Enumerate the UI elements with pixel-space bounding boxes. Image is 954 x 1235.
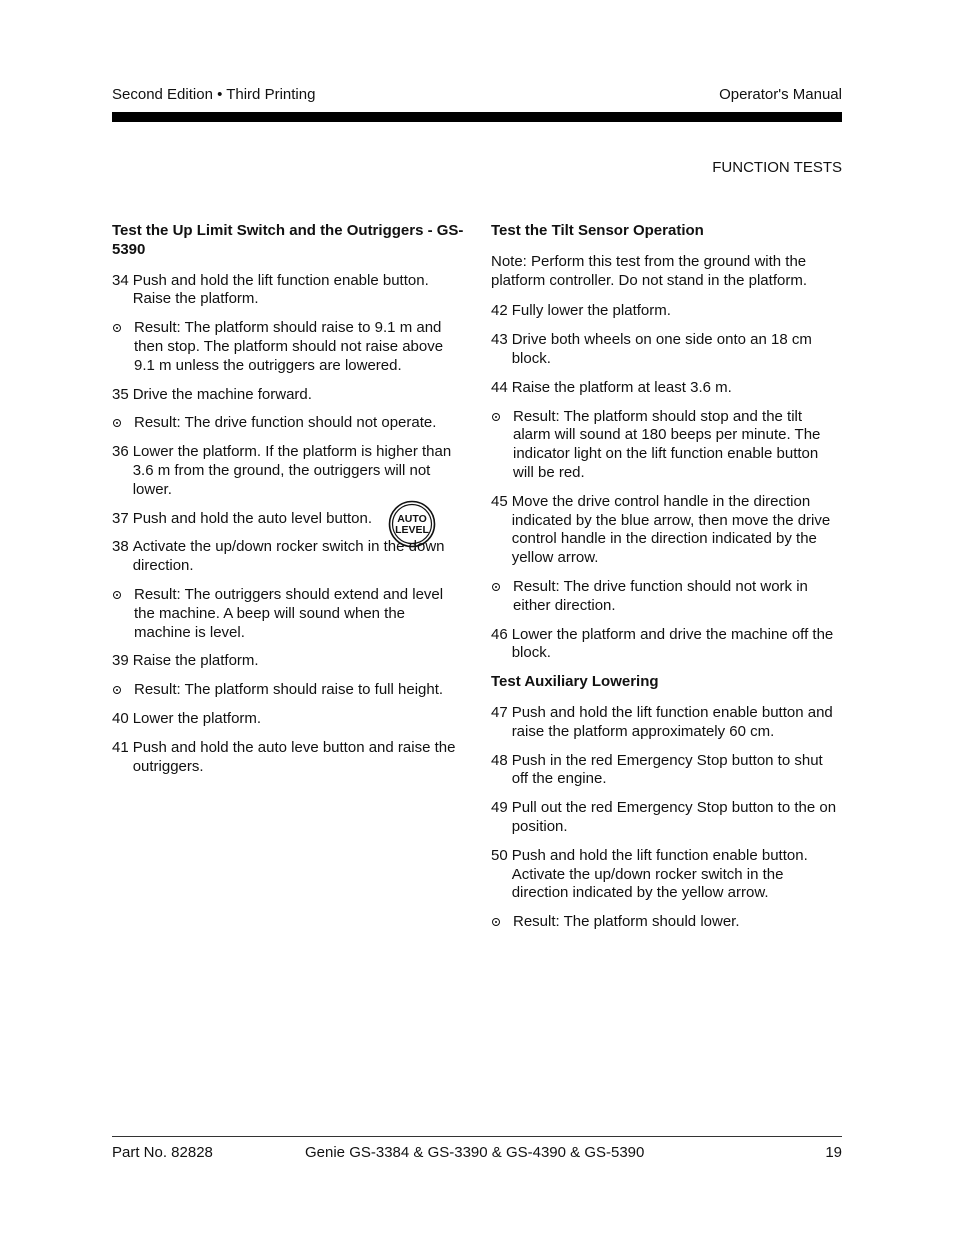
step-number: 39	[112, 652, 129, 670]
step-number: 37	[112, 509, 129, 527]
step-text: Drive the machine forward.	[132, 385, 312, 403]
step-45	[491, 493, 843, 568]
step-text: Raise the platform.	[132, 652, 259, 670]
result-item	[112, 586, 464, 642]
result-bullet-icon	[112, 586, 134, 642]
step-text: Push and hold the lift function enable button. Activate the up/down rocker switch in the direction indicated by the yellow arrow.	[511, 846, 808, 902]
step-number: 45	[491, 492, 508, 510]
step-49	[491, 799, 843, 837]
edition-text: Second Edition • Third Printing	[112, 86, 316, 103]
step-36	[112, 443, 464, 499]
step-text: Lower the platform and drive the machine off the block.	[511, 625, 834, 662]
step-44	[491, 379, 843, 398]
result-text: Result: The platform should lower.	[513, 913, 740, 931]
result-item	[112, 414, 464, 433]
result-text: Result: The outriggers should extend and level the machine. A beep will sound when the machine is level.	[134, 585, 444, 641]
result-bullet-icon	[112, 319, 134, 375]
step-number: 48	[491, 751, 508, 769]
step-40	[112, 710, 464, 729]
step-43	[491, 331, 843, 369]
auto-level-button-icon	[388, 500, 436, 548]
step-text: Drive both wheels on one side onto an 18 cm block.	[511, 331, 812, 367]
step-text: Push in the red Emergency Stop button to shut off the engine.	[511, 751, 823, 788]
result-item	[112, 319, 464, 375]
right-column	[491, 222, 843, 942]
step-42	[491, 302, 843, 321]
result-text: Result: The platform should raise to 9.1 m and then stop. The platform should not raise above 9.1 m unless the outriggers are lowered.	[134, 319, 444, 374]
part-number: Part No. 82828	[112, 1144, 213, 1161]
section-heading: Test Auxiliary Lowering	[491, 673, 659, 691]
result-text: Result: The drive function should not operate.	[134, 414, 437, 432]
step-number: 44	[491, 378, 508, 396]
step-37	[112, 509, 464, 536]
step-text: Lower the platform. If the platform is higher than 3.6 m from the ground, the outriggers will not lower.	[132, 443, 452, 498]
step-number: 47	[491, 703, 508, 721]
section-heading: Test the Tilt Sensor Operation	[491, 222, 704, 239]
model-names: Genie GS-3384 & GS-3390 & GS-4390 & GS-5390	[305, 1144, 645, 1161]
step-number: 41	[112, 738, 129, 756]
section-heading: Test the Up Limit Switch and the Outriggers - GS-5390	[112, 222, 464, 258]
header-rule	[112, 112, 842, 122]
manual-title: Operator's Manual	[719, 86, 842, 103]
step-number: 42	[491, 302, 508, 320]
result-bullet-icon	[491, 913, 513, 932]
step-number: 38	[112, 538, 129, 556]
auto-level-icon-line1: AUTO	[397, 512, 427, 525]
step-number: 35	[112, 385, 129, 403]
step-text: Activate the up/down rocker switch in the down direction.	[132, 538, 445, 575]
note-text: Note: Perform this test from the ground with the platform controller. Do not stand in the platform.	[491, 252, 807, 289]
step-48	[491, 752, 843, 790]
step-35	[112, 386, 464, 405]
step-number: 34	[112, 271, 129, 289]
step-number: 36	[112, 443, 129, 461]
step-41	[112, 739, 464, 777]
result-item	[112, 681, 464, 700]
step-number: 49	[491, 799, 508, 817]
step-text: Pull out the red Emergency Stop button to the on position.	[511, 799, 837, 835]
result-bullet-icon	[491, 408, 513, 483]
step-text: Move the drive control handle in the direction indicated by the blue arrow, then move the drive control handle in the direction indicated by the yellow arrow.	[511, 492, 831, 567]
step-50	[491, 847, 843, 903]
step-text: Lower the platform.	[132, 709, 262, 727]
step-text: Raise the platform at least 3.6 m.	[511, 378, 732, 396]
page-number: 19	[825, 1144, 842, 1161]
step-text: Fully lower the platform.	[511, 302, 671, 320]
step-39	[112, 652, 464, 671]
result-text: Result: The drive function should not work in either direction.	[513, 577, 808, 614]
result-bullet-icon	[112, 414, 134, 433]
result-text: Result: The platform should raise to full height.	[134, 681, 444, 699]
step-number: 50	[491, 846, 508, 864]
step-number: 43	[491, 331, 508, 349]
step-text: Push and hold the lift function enable button and raise the platform approximately 60 cm.	[511, 703, 833, 740]
result-item	[491, 408, 843, 483]
result-item	[491, 913, 843, 932]
result-text: Result: The platform should stop and the tilt alarm will sound at 180 beeps per minute. The indicator light on the lift function enable button will be red.	[513, 407, 821, 481]
auto-level-icon-line2: LEVEL	[395, 523, 429, 536]
section-label: FUNCTION TESTS	[712, 159, 842, 176]
step-text: Push and hold the lift function enable button. Raise the platform.	[132, 271, 429, 308]
step-text: Push and hold the auto level button.	[132, 509, 373, 527]
step-number: 40	[112, 709, 129, 727]
result-bullet-icon	[491, 578, 513, 616]
step-text: Push and hold the auto leve button and raise the outriggers.	[132, 738, 456, 775]
result-item	[491, 578, 843, 616]
step-47	[491, 704, 843, 742]
left-column	[112, 222, 464, 786]
step-46	[491, 626, 843, 664]
footer-rule	[112, 1136, 842, 1137]
step-34	[112, 272, 464, 310]
result-bullet-icon	[112, 681, 134, 700]
step-number: 46	[491, 625, 508, 643]
